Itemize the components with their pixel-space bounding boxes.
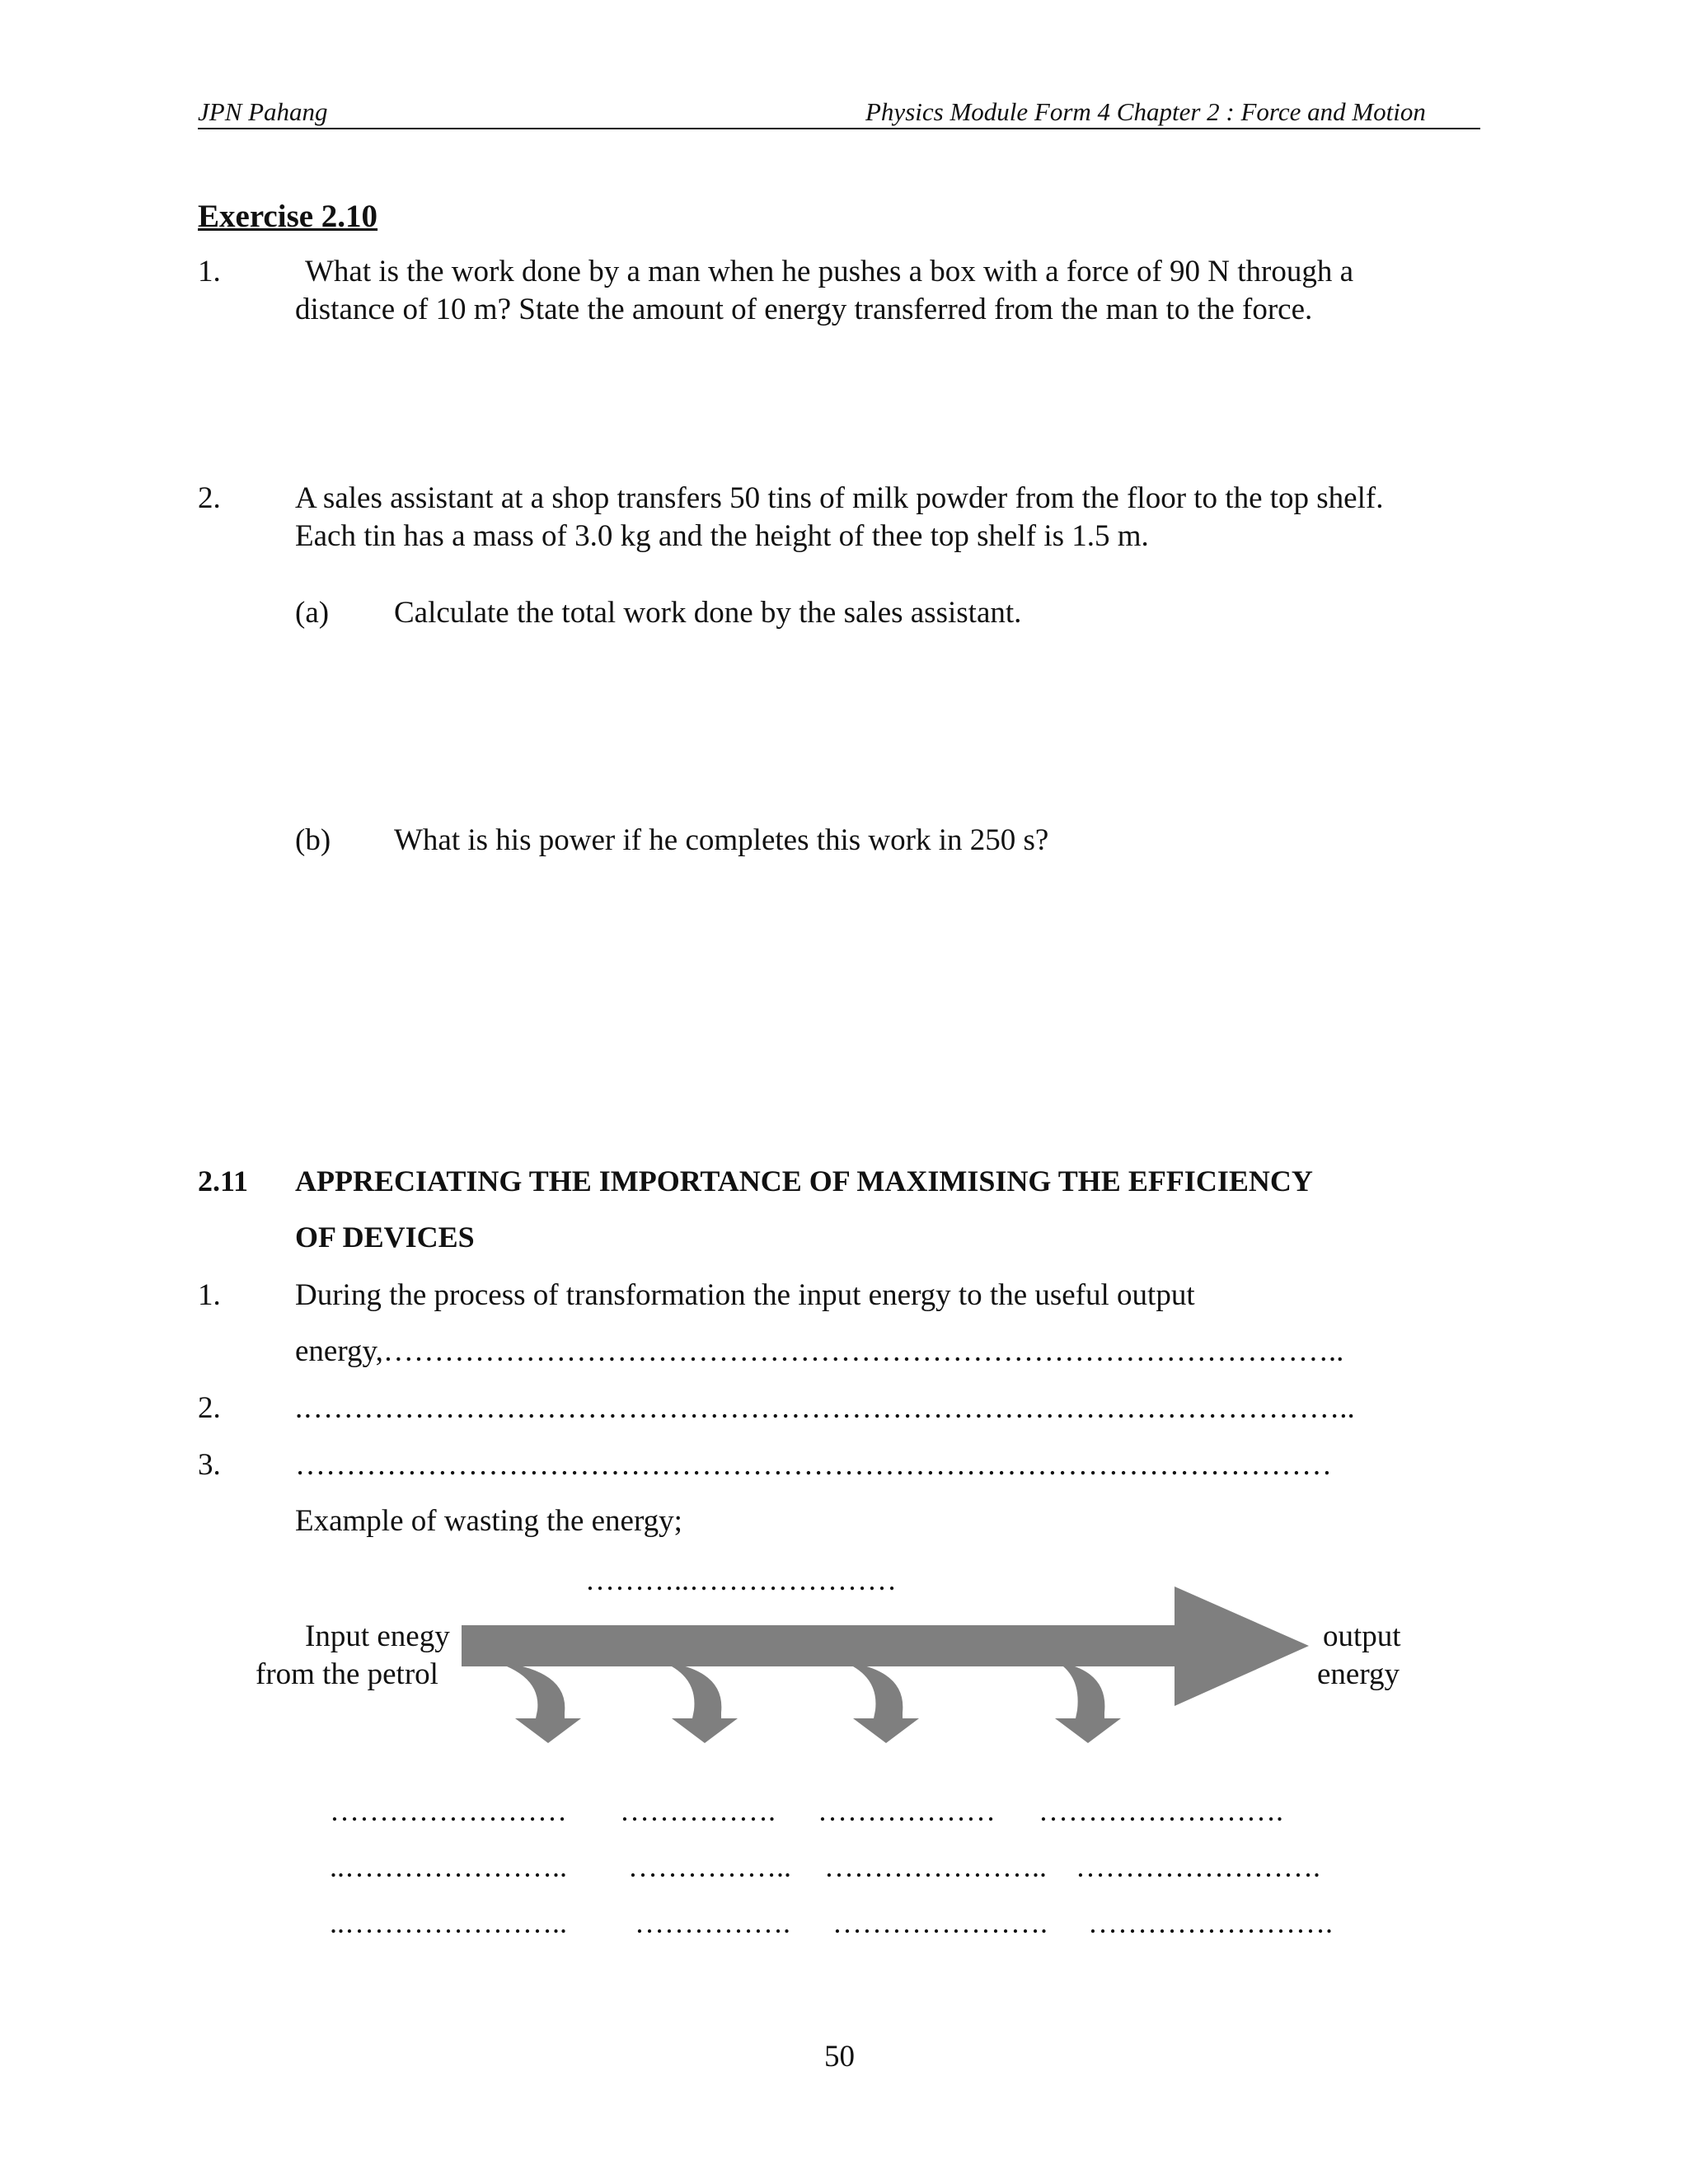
- waste-arrow-4: [1055, 1663, 1121, 1743]
- section-title-line-1: APPRECIATING THE IMPORTANCE OF MAXIMISING THE EFFICIENCY: [295, 1165, 1313, 1197]
- section-item-3-line-1: …………………………………………………………………………………………: [295, 1448, 1332, 1482]
- blank-row-3-col-2: …………….: [635, 1906, 790, 1939]
- question-2a-text: Calculate the total work done by the sales assistant.: [394, 596, 1022, 630]
- question-2a-label: (a): [295, 596, 330, 630]
- blank-row-2-col-4: …………………….: [1076, 1850, 1320, 1883]
- page-number: 50: [824, 2040, 855, 2074]
- output-energy-label-line-2: energy: [1317, 1657, 1400, 1691]
- header-left: JPN Pahang: [198, 97, 328, 126]
- waste-arrow-3: [853, 1663, 919, 1743]
- blank-row-2-col-2: ……………..: [628, 1850, 791, 1883]
- question-2-line-2: Each tin has a mass of 3.0 kg and the height of thee top shelf is 1.5 m.: [295, 519, 1149, 553]
- question-1-number: 1.: [198, 255, 221, 288]
- blank-row-1-col-4: …………………….: [1039, 1794, 1283, 1827]
- section-item-2-number: 2.: [198, 1391, 221, 1425]
- question-2b-label: (b): [295, 823, 331, 857]
- exercise-title: Exercise 2.10: [198, 199, 378, 234]
- section-item-1-number: 1.: [198, 1278, 221, 1312]
- blank-row-3-col-4: …………………….: [1088, 1906, 1333, 1939]
- blank-row-2-col-3: …………………..: [824, 1850, 1047, 1883]
- output-energy-label-line-1: output: [1323, 1619, 1401, 1653]
- waste-arrow-1: [507, 1663, 581, 1743]
- section-item-1-line-2: energy,…………………………………………………………………………………..: [295, 1334, 1344, 1368]
- diagram-top-blank: ………..…………………: [585, 1563, 897, 1596]
- blank-row-1-col-3: ………………: [818, 1794, 996, 1827]
- blank-row-3-col-3: ………………….: [832, 1906, 1048, 1939]
- question-1-line-1: What is the work done by a man when he pushes a box with a force of 90 N through a: [305, 255, 1354, 288]
- blank-row-1-col-1: ……………………: [330, 1794, 567, 1827]
- blank-row-2-col-1: ..…………………..: [330, 1850, 567, 1883]
- section-number: 2.11: [198, 1165, 249, 1197]
- header-right: Physics Module Form 4 Chapter 2 : Force and Motion: [865, 97, 1426, 126]
- waste-arrow-2: [672, 1663, 738, 1743]
- input-energy-label-line-2: from the petrol: [256, 1657, 438, 1691]
- blank-row-1-col-2: …………….: [620, 1794, 776, 1827]
- section-item-1-line-1: During the process of transformation the input energy to the useful output: [295, 1278, 1195, 1312]
- example-label: Example of wasting the energy;: [295, 1504, 682, 1538]
- input-energy-label-line-1: Input enegy: [305, 1619, 450, 1653]
- section-item-3-number: 3.: [198, 1448, 221, 1482]
- question-1-line-2: distance of 10 m? State the amount of energy transferred from the man to the force.: [295, 293, 1313, 326]
- blank-row-3-col-1: ..…………………..: [330, 1906, 567, 1939]
- question-2b-text: What is his power if he completes this work in 250 s?: [394, 823, 1049, 857]
- energy-arrow: [462, 1586, 1309, 1743]
- question-2-number: 2.: [198, 481, 221, 515]
- question-2-line-1: A sales assistant at a shop transfers 50 tins of milk powder from the floor to the top shelf.: [295, 481, 1384, 515]
- section-item-2-line-1: .…………………………………………………………………………………………..: [295, 1391, 1355, 1425]
- section-title-line-2: OF DEVICES: [295, 1221, 475, 1254]
